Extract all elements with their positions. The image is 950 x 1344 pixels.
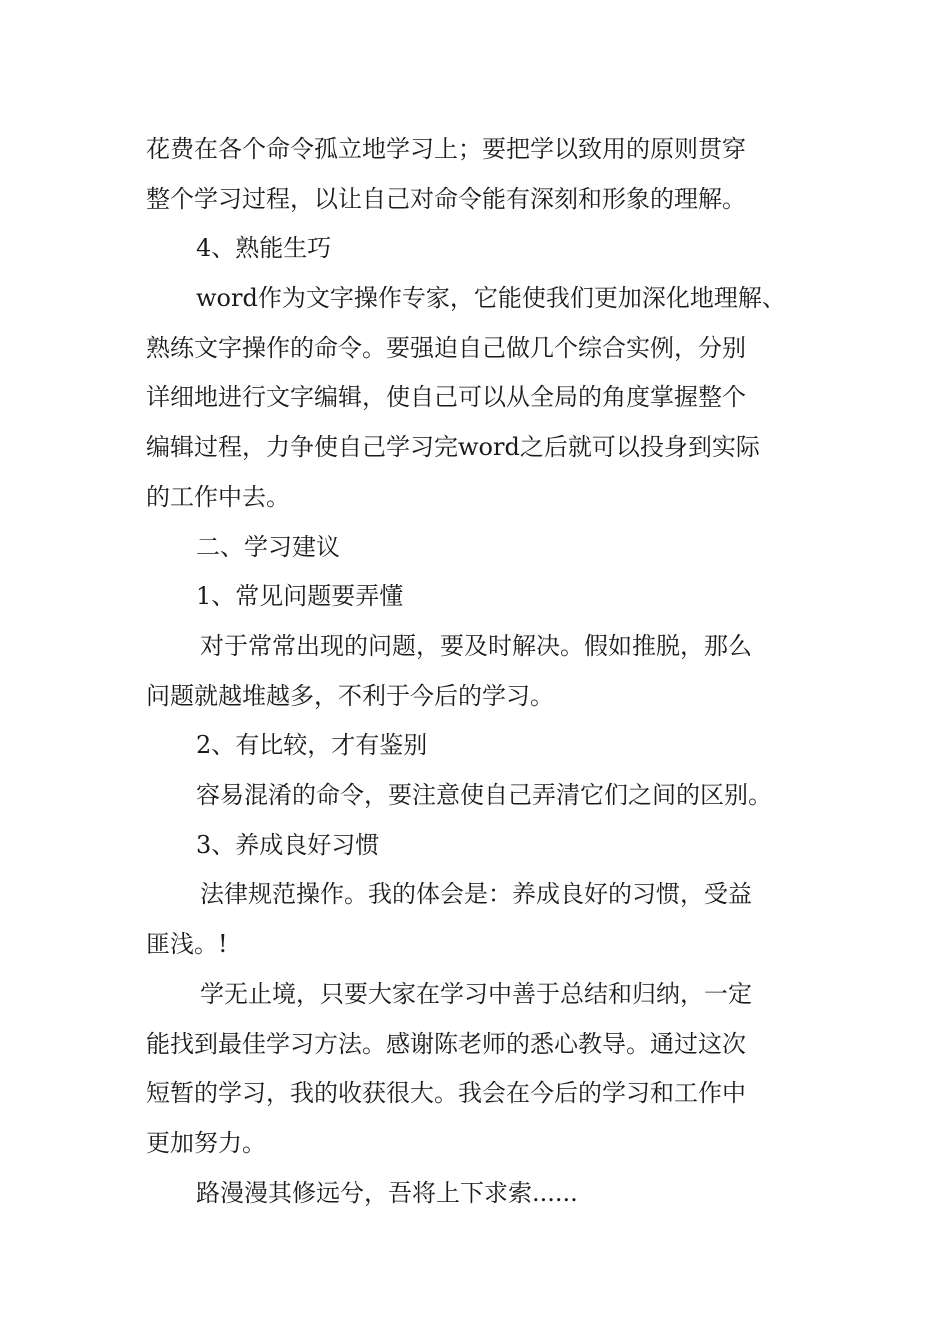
text-line: 编辑过程，力争使自己学习完word之后就可以投身到实际 xyxy=(146,433,760,461)
text-line: 容易混淆的命令，要注意使自己弄清它们之间的区别。 xyxy=(196,781,772,809)
text-line: 对于常常出现的问题，要及时解决。假如推脱，那么 xyxy=(200,632,752,660)
text-line: 的工作中去。 xyxy=(146,483,290,511)
section-heading: 1、常见问题要弄懂 xyxy=(196,582,404,610)
text-line: 问题就越堆越多，不利于今后的学习。 xyxy=(146,682,554,710)
text-line: word作为文字操作专家，它能使我们更加深化地理解、 xyxy=(196,284,786,312)
text-line: 熟练文字操作的命令。要强迫自己做几个综合实例，分别 xyxy=(146,334,746,362)
text-line: 详细地进行文字编辑，使自己可以从全局的角度掌握整个 xyxy=(146,383,746,411)
text-line: 能找到最佳学习方法。感谢陈老师的悉心教导。通过这次 xyxy=(146,1030,746,1058)
text-line: 整个学习过程，以让自己对命令能有深刻和形象的理解。 xyxy=(146,185,746,213)
section-heading: 4、熟能生巧 xyxy=(196,234,332,262)
text-line: 更加努力。 xyxy=(146,1129,266,1157)
text-line: 匪浅。! xyxy=(146,930,228,958)
text-line: 短暂的学习，我的收获很大。我会在今后的学习和工作中 xyxy=(146,1079,746,1107)
section-heading: 二、学习建议 xyxy=(196,533,340,561)
text-line: 路漫漫其修远兮，吾将上下求索...... xyxy=(196,1179,578,1207)
section-heading: 2、有比较，才有鉴别 xyxy=(196,731,428,759)
text-line: 学无止境，只要大家在学习中善于总结和归纳，一定 xyxy=(200,980,752,1008)
text-line: 法律规范操作。我的体会是：养成良好的习惯，受益 xyxy=(200,880,752,908)
section-heading: 3、养成良好习惯 xyxy=(196,831,380,859)
text-line: 花费在各个命令孤立地学习上；要把学以致用的原则贯穿 xyxy=(146,135,746,163)
